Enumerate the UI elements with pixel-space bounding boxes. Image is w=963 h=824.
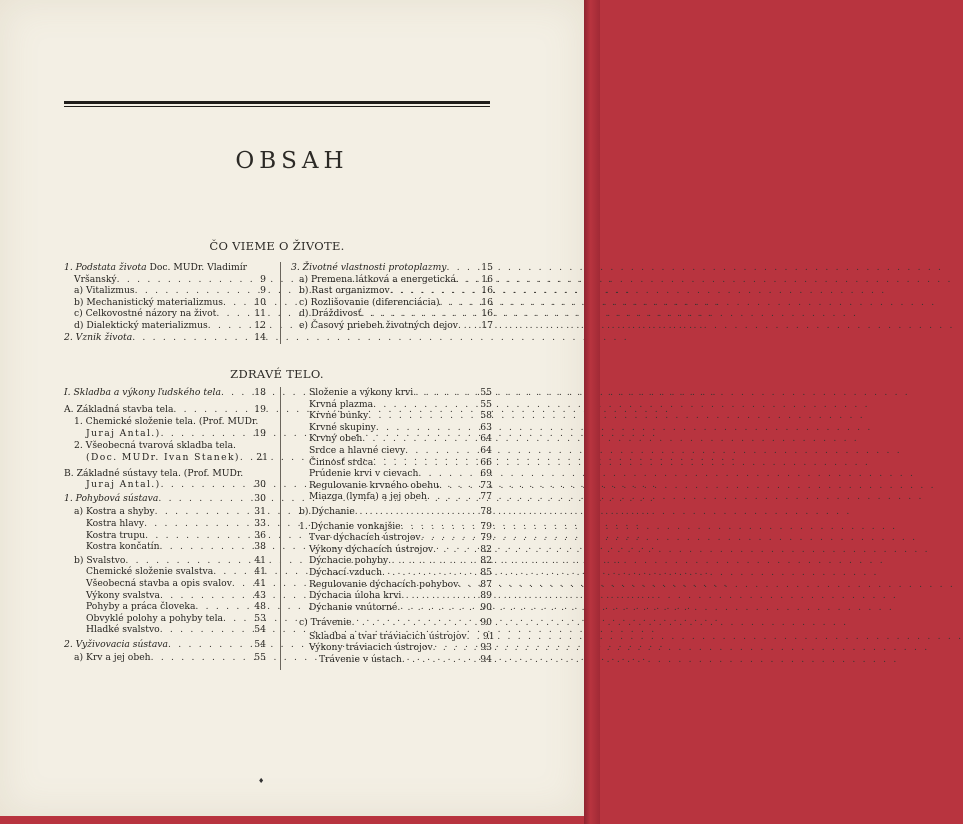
toc-entry-title: Výkony svalstva bbox=[86, 589, 160, 601]
toc-page-number: 79 bbox=[480, 520, 492, 532]
dot-leader bbox=[418, 468, 470, 480]
dot-leader bbox=[158, 493, 244, 505]
book-cover-edge bbox=[584, 0, 600, 824]
toc-entry-title: c) Trávenie bbox=[299, 617, 352, 629]
toc-entry bbox=[299, 387, 492, 399]
dot-leader bbox=[145, 530, 244, 542]
toc-entry bbox=[64, 518, 266, 530]
toc-entry bbox=[64, 332, 266, 344]
dot-leader bbox=[401, 590, 470, 602]
toc-entry bbox=[64, 530, 266, 542]
toc-section2-left bbox=[64, 387, 266, 664]
toc-entry bbox=[299, 480, 492, 492]
toc-entry bbox=[299, 642, 492, 654]
toc-entry-title: B. Základné sústavy tela. (Prof. MUDr. bbox=[64, 467, 244, 479]
dot-leader bbox=[232, 578, 244, 590]
toc-entry bbox=[299, 617, 492, 629]
toc-entry bbox=[291, 308, 493, 320]
top-rule-thin bbox=[64, 106, 490, 107]
toc-entry bbox=[64, 452, 266, 464]
toc-entry bbox=[299, 555, 492, 567]
toc-entry bbox=[299, 521, 492, 533]
dot-leader bbox=[216, 308, 244, 320]
toc-entry-title: Složenie a výkony krvi bbox=[309, 387, 414, 398]
dot-leader bbox=[402, 654, 470, 666]
toc-entry bbox=[64, 416, 266, 428]
toc-entry bbox=[291, 297, 493, 309]
toc-entry-title: Kostra trupu bbox=[86, 529, 146, 541]
toc-entry bbox=[299, 468, 492, 480]
toc-page-number: 10 bbox=[254, 296, 266, 308]
dot-leader bbox=[161, 428, 244, 440]
toc-page-number: 66 bbox=[480, 456, 492, 468]
dot-leader bbox=[213, 566, 244, 578]
toc-entry bbox=[299, 433, 492, 445]
dot-leader bbox=[352, 617, 470, 629]
toc-page-number: 69 bbox=[480, 468, 492, 480]
toc-entry-title: c) Rozlišovanie (diferenciácia) bbox=[299, 296, 440, 308]
toc-page-number: 64 bbox=[480, 433, 492, 445]
dot-leader bbox=[160, 590, 244, 602]
toc-entry-title: a) Premena látková a energetická bbox=[299, 273, 456, 285]
toc-page-number: 64 bbox=[480, 444, 492, 456]
toc-entry bbox=[64, 601, 266, 613]
toc-page-number: 36 bbox=[254, 529, 266, 541]
toc-entry-title: Krvné skupiny bbox=[309, 421, 376, 433]
toc-page-number: 38 bbox=[254, 541, 266, 553]
toc-page-number: 82 bbox=[480, 555, 492, 567]
toc-entry bbox=[64, 555, 266, 567]
toc-entry-title: Pohyby a práca človeka bbox=[86, 601, 196, 613]
toc-entry-title: b) Svalstvo bbox=[74, 554, 126, 566]
toc-page-number: 48 bbox=[254, 601, 266, 613]
toc-section2-right bbox=[299, 387, 495, 666]
toc-page-number: 85 bbox=[480, 566, 492, 578]
toc-page-number: 55 bbox=[480, 387, 492, 398]
toc-entry bbox=[64, 285, 266, 297]
dot-leader bbox=[195, 601, 244, 613]
toc-entry bbox=[64, 440, 266, 452]
toc-entry-title: Dýchací vzduch bbox=[309, 566, 382, 578]
dot-leader bbox=[362, 433, 470, 445]
footer-mark: ♦ bbox=[258, 777, 265, 785]
dot-leader bbox=[361, 308, 471, 320]
toc-entry-title: d) Dialektický materializmus bbox=[74, 319, 208, 331]
column-divider bbox=[280, 387, 281, 670]
toc-page-number: 9 bbox=[260, 273, 266, 285]
toc-entry bbox=[64, 493, 266, 505]
toc-entry-title: Všeobecná stavba a opis svalov bbox=[86, 577, 232, 589]
toc-page-number: 18 bbox=[254, 387, 266, 398]
toc-entry-title: b) Dýchanie bbox=[299, 505, 355, 517]
toc-entry bbox=[299, 654, 492, 666]
toc-entry-title: Juraj Antal.) bbox=[86, 427, 161, 439]
toc-entry bbox=[299, 590, 492, 602]
toc-page-number: 41 bbox=[254, 566, 266, 578]
toc-entry bbox=[299, 544, 492, 556]
toc-page-number: 93 bbox=[480, 642, 492, 654]
toc-page-number: 54 bbox=[254, 624, 266, 636]
toc-entry-title: a) Kostra a shyby bbox=[74, 506, 155, 518]
dot-leader bbox=[413, 387, 470, 399]
toc-page-number: 11 bbox=[254, 308, 266, 320]
section-heading-zdrave-telo: ZDRAVÉ TELO. bbox=[230, 367, 324, 381]
toc-page-number: 16 bbox=[481, 273, 493, 285]
toc-entry-title: Hladké svalstvo bbox=[86, 624, 160, 636]
toc-entry-title: a) Krv a jej obeh bbox=[74, 652, 151, 664]
dot-leader bbox=[160, 624, 244, 636]
toc-page-number: 31 bbox=[254, 506, 266, 518]
toc-page-number: 19 bbox=[254, 427, 266, 439]
toc-page-number: 73 bbox=[480, 479, 492, 491]
toc-page-number: 63 bbox=[480, 421, 492, 433]
toc-entry bbox=[291, 274, 493, 286]
dot-leader bbox=[223, 297, 244, 309]
toc-entry bbox=[64, 541, 266, 553]
dot-leader bbox=[458, 579, 470, 591]
dot-leader bbox=[368, 410, 470, 422]
dot-leader bbox=[447, 262, 472, 274]
dot-leader bbox=[168, 639, 244, 651]
toc-entry-title: Kostra hlavy bbox=[86, 517, 145, 529]
toc-page-number: 41 bbox=[254, 577, 266, 589]
dot-leader bbox=[376, 422, 470, 434]
column-divider bbox=[280, 262, 281, 344]
toc-entry bbox=[64, 479, 266, 491]
dot-leader bbox=[433, 544, 470, 556]
toc-section1-left bbox=[64, 262, 266, 343]
toc-entry bbox=[299, 422, 492, 434]
dot-leader bbox=[458, 320, 471, 332]
dot-leader bbox=[405, 445, 470, 457]
dot-leader bbox=[173, 404, 244, 416]
toc-entry bbox=[291, 320, 493, 332]
toc-entry-title: a) Vitalizmus bbox=[74, 285, 135, 297]
toc-entry-title: Chemické složenie svalstva bbox=[86, 566, 214, 578]
toc-entry bbox=[64, 404, 266, 416]
dot-leader bbox=[421, 532, 470, 544]
toc-entry bbox=[64, 624, 266, 636]
toc-entry bbox=[64, 274, 266, 286]
top-rule-thick bbox=[64, 101, 490, 104]
toc-page-number: 43 bbox=[254, 589, 266, 601]
section-heading-co-vieme: ČO VIEME O ŽIVOTE. bbox=[209, 239, 345, 253]
toc-page-number: 87 bbox=[480, 578, 492, 590]
toc-entry bbox=[299, 410, 492, 422]
toc-page-number: 79 bbox=[480, 532, 492, 544]
toc-page-number: 33 bbox=[254, 517, 266, 529]
toc-entry-title: Výkony dýchacích ústrojov bbox=[309, 543, 434, 555]
toc-entry-title: Kostra končatín bbox=[86, 541, 160, 553]
toc-page-number: 41 bbox=[254, 554, 266, 566]
toc-entry-title: Tvar dýchacích ústrojov bbox=[309, 532, 421, 544]
toc-entry-title: Dýchacia úloha krvi bbox=[309, 590, 402, 602]
toc-entry bbox=[299, 532, 492, 544]
toc-entry bbox=[64, 639, 266, 651]
toc-page-number: 19 bbox=[254, 403, 266, 415]
toc-entry bbox=[299, 602, 492, 614]
toc-entry-title: (Doc. MUDr. Ivan Stanek) bbox=[86, 451, 240, 463]
toc-page-number: 78 bbox=[480, 505, 492, 517]
toc-entry-title: Regulovanie dýchacích pohybov bbox=[309, 578, 459, 590]
dot-leader bbox=[433, 642, 470, 654]
toc-entry-title: Výkony tráviacich ústrojov bbox=[309, 642, 433, 654]
toc-entry bbox=[299, 399, 492, 411]
toc-page-number: 91 bbox=[482, 630, 495, 642]
dot-leader bbox=[160, 541, 244, 553]
toc-page-number: 89 bbox=[480, 590, 492, 602]
dot-leader bbox=[117, 274, 244, 286]
toc-entry-title: I. Skladba a výkony ľudského tela bbox=[64, 387, 221, 398]
toc-entry bbox=[64, 652, 266, 664]
toc-entry bbox=[64, 578, 266, 590]
toc-page-number: 77 bbox=[480, 491, 492, 503]
toc-entry bbox=[299, 506, 492, 518]
dot-leader bbox=[125, 555, 244, 567]
toc-entry-title: e) Časový priebeh životných dejov bbox=[299, 319, 458, 331]
toc-page-number: 15 bbox=[481, 262, 493, 273]
dot-leader bbox=[135, 285, 244, 297]
toc-page-number: 94 bbox=[480, 654, 492, 666]
toc-entry-title: Vršanský bbox=[74, 273, 117, 285]
toc-entry bbox=[299, 445, 492, 457]
dot-leader bbox=[382, 567, 470, 579]
toc-entry bbox=[291, 262, 493, 274]
toc-entry-title: Dýchanie vnútorné bbox=[309, 601, 398, 613]
toc-page-number: 17 bbox=[481, 319, 493, 331]
dot-leader bbox=[397, 602, 470, 614]
toc-entry-title: Krvná plazma bbox=[309, 398, 374, 410]
toc-entry-title: Miazga (lymfa) a jej obeh bbox=[309, 491, 427, 503]
toc-page-number: 53 bbox=[254, 612, 266, 624]
toc-entry bbox=[64, 308, 266, 320]
toc-entry-title: d) Dráždivosť bbox=[299, 308, 362, 320]
toc-entry bbox=[64, 297, 266, 309]
toc-entry bbox=[64, 468, 266, 480]
dot-leader bbox=[440, 297, 471, 309]
toc-entry-title: Regulovanie krvného obehu bbox=[309, 479, 440, 491]
toc-entry-title: Srdce a hlavné cievy bbox=[309, 444, 406, 456]
toc-entry bbox=[64, 613, 266, 625]
toc-entry-title: Skladba a tvar tráviacich ústrojov bbox=[309, 630, 467, 642]
dot-leader bbox=[388, 555, 470, 567]
toc-entry-title: Trávenie v ústach bbox=[319, 654, 402, 666]
toc-entry bbox=[299, 579, 492, 591]
dot-leader bbox=[155, 506, 244, 518]
toc-entry-title: 2. Všeobecná tvarová skladba tela. bbox=[74, 440, 236, 452]
toc-page-number: 14 bbox=[254, 331, 266, 343]
toc-entry bbox=[64, 506, 266, 518]
dot-leader bbox=[144, 518, 244, 530]
toc-entry-title: Prúdenie krvi v cievach bbox=[309, 468, 419, 480]
toc-entry bbox=[64, 320, 266, 332]
toc-page-number: 12 bbox=[254, 319, 266, 331]
dot-leader bbox=[373, 399, 470, 411]
toc-section1-right bbox=[291, 262, 493, 332]
dot-leader bbox=[132, 332, 244, 344]
toc-entry-title: A. Základná stavba tela bbox=[64, 403, 174, 415]
toc-page-number: 30 bbox=[254, 492, 266, 504]
toc-entry-title: 2. Vyživovacia sústava bbox=[64, 638, 168, 650]
toc-page-number: 9 bbox=[260, 285, 266, 297]
dot-leader bbox=[401, 521, 470, 533]
toc-page-number: 30 bbox=[254, 479, 266, 491]
toc-entry-title: 1. Chemické složenie tela. (Prof. MUDr. bbox=[74, 416, 259, 428]
toc-page-number: 82 bbox=[480, 543, 492, 555]
toc-page-number: 90 bbox=[480, 601, 492, 613]
toc-entry-title: Obvyklé polohy a pohyby tela bbox=[86, 612, 224, 624]
toc-page-number: 55 bbox=[480, 398, 492, 410]
dot-leader bbox=[161, 479, 244, 491]
toc-entry-title: b) Mechanistický materializmus bbox=[74, 296, 223, 308]
toc-entry bbox=[64, 387, 266, 399]
toc-entry-title: 1. Dýchanie vonkajšie bbox=[299, 520, 401, 532]
toc-entry bbox=[291, 285, 493, 297]
toc-entry bbox=[64, 590, 266, 602]
toc-entry-title: 3. Životné vlastnosti protoplazmy bbox=[291, 262, 447, 273]
toc-entry-title: Činnosť srdca bbox=[309, 456, 374, 468]
dot-leader bbox=[373, 457, 470, 469]
toc-page-number: 90 bbox=[480, 617, 492, 629]
dot-leader bbox=[427, 491, 470, 503]
toc-entry bbox=[299, 567, 492, 579]
toc-entry bbox=[64, 566, 266, 578]
toc-page-number: 16 bbox=[481, 308, 493, 320]
toc-entry-title: 1. Podstata života Doc. MUDr. Vladimír bbox=[64, 262, 248, 273]
dot-leader bbox=[355, 506, 470, 518]
toc-entry bbox=[299, 457, 492, 469]
dot-leader bbox=[390, 285, 471, 297]
dot-leader bbox=[151, 652, 244, 664]
page-title: OBSAH bbox=[235, 148, 349, 174]
toc-entry-title: b) Rast organizmov bbox=[299, 285, 390, 297]
toc-entry-title: Krvný obeh bbox=[309, 433, 363, 445]
toc-page-number: 54 bbox=[254, 638, 266, 650]
dot-leader bbox=[208, 320, 244, 332]
toc-entry-title: Dýchacie pohyby bbox=[309, 555, 389, 567]
dot-leader bbox=[221, 387, 244, 399]
toc-entry-title: c) Celkovostné názory na život bbox=[74, 308, 217, 320]
toc-page-number: 55 bbox=[254, 652, 266, 664]
toc-entry bbox=[64, 428, 266, 440]
toc-entry bbox=[64, 262, 266, 274]
toc-page-number: 21 bbox=[256, 451, 268, 463]
toc-entry-title: Krvné bunky bbox=[309, 410, 369, 422]
toc-entry bbox=[299, 491, 492, 503]
toc-entry-title: Juraj Antal.) bbox=[86, 479, 161, 491]
dot-leader bbox=[223, 613, 244, 625]
dot-leader bbox=[456, 274, 471, 286]
toc-entry bbox=[299, 630, 495, 643]
dot-leader bbox=[439, 480, 470, 492]
toc-entry-title: 2. Vznik života bbox=[64, 331, 133, 343]
toc-page-number: 58 bbox=[480, 410, 492, 422]
toc-page-number: 16 bbox=[481, 296, 493, 308]
toc-page-number: 16 bbox=[481, 285, 493, 297]
toc-entry-title: 1. Pohybová sústava bbox=[64, 492, 159, 504]
